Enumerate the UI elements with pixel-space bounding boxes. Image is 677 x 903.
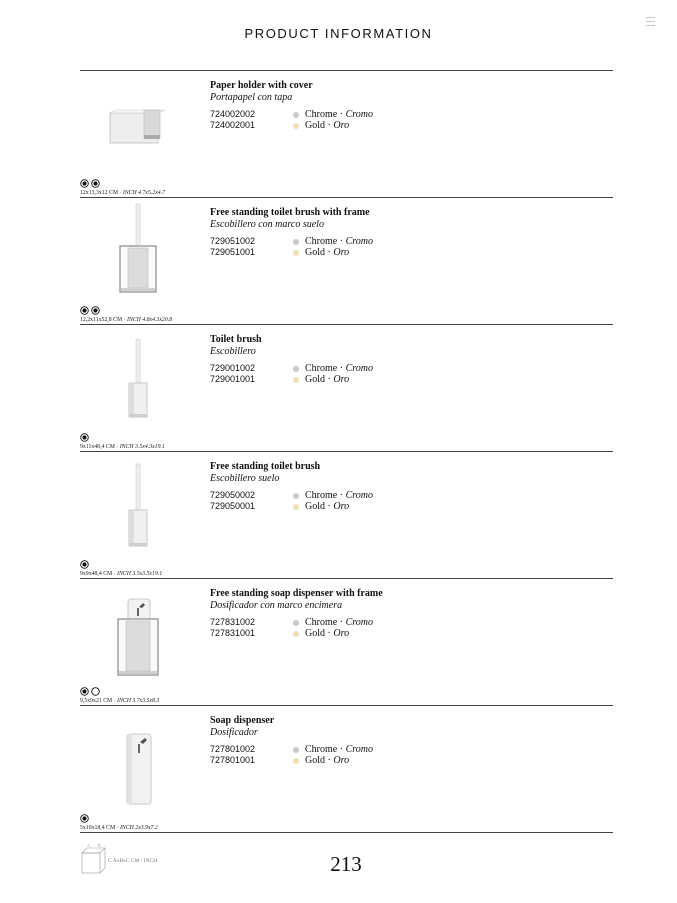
finish-name-en: Gold <box>305 247 325 258</box>
product-code-gold: 729050001 <box>210 501 256 511</box>
product-card-soap-dispenser-frame <box>80 579 613 706</box>
feature-icons <box>80 814 89 823</box>
product-card-paper-holder <box>80 71 613 198</box>
finish-name-es: Oro <box>333 755 350 766</box>
product-dimensions: 5x10x18,4 CM · INCH 2x3.9x7.2 <box>80 825 158 831</box>
product-image-soap-dispenser <box>100 710 180 806</box>
product-name-en: Free standing toilet brush <box>210 461 321 472</box>
product-name-en: Toilet brush <box>210 334 262 345</box>
finish-name-en: Chrome <box>305 109 338 120</box>
product-code-chrome: 727801002 <box>210 744 256 754</box>
product-codes <box>210 490 255 512</box>
chrome-swatch <box>293 366 299 372</box>
product-code-chrome: 729050002 <box>210 490 256 500</box>
product-code-chrome: 729051002 <box>210 236 256 246</box>
product-code-gold: 727831001 <box>210 628 256 638</box>
product-name-es: Escobillero con marco suelo <box>210 219 324 230</box>
gold-swatch <box>293 123 299 129</box>
menu-icon[interactable] <box>646 17 655 27</box>
product-codes <box>210 236 255 258</box>
product-code-gold: 724002001 <box>210 120 256 130</box>
feature-icon-filled <box>80 687 89 696</box>
product-codes <box>210 363 255 385</box>
gold-swatch <box>293 631 299 637</box>
finish-name-es: Cromo <box>345 363 373 374</box>
feature-icons <box>80 433 89 442</box>
product-dimensions: 9x9x48,4 CM · INCH 3.5x3.5x19.1 <box>80 571 163 577</box>
legend-label-a: A <box>87 843 90 848</box>
chrome-swatch <box>293 620 299 626</box>
gold-swatch <box>293 504 299 510</box>
feature-icon-filled <box>80 433 89 442</box>
product-image-toilet-brush-frame <box>100 202 180 298</box>
product-codes <box>210 744 255 766</box>
page-title: PRODUCT INFORMATION <box>244 26 433 41</box>
product-card-toilet-brush <box>80 325 613 452</box>
chrome-swatch <box>293 493 299 499</box>
product-image-toilet-brush <box>100 329 180 425</box>
feature-icon-filled <box>91 306 100 315</box>
gold-swatch <box>293 377 299 383</box>
finish-list: Chrome · Cromo Gold · Oro <box>293 236 373 258</box>
product-name-es: Dosificador <box>210 727 258 738</box>
finish-list: Chrome · Cromo Gold · Oro <box>293 744 373 766</box>
product-name-en: Soap dispenser <box>210 715 275 726</box>
finish-name-es: Cromo <box>345 490 373 501</box>
legend-text: C AxBxC CM / INCH <box>108 858 158 864</box>
finish-name-es: Cromo <box>345 744 373 755</box>
finish-name-es: Oro <box>333 628 350 639</box>
product-name-es: Escobillero <box>210 346 256 357</box>
chrome-swatch <box>293 747 299 753</box>
finish-name-en: Chrome <box>305 363 338 374</box>
product-image-free-standing-brush <box>100 456 180 552</box>
product-card-soap-dispenser <box>80 706 613 833</box>
finish-list: Chrome · Cromo Gold · Oro <box>293 617 373 639</box>
product-image-paper-holder <box>100 75 180 171</box>
feature-icons <box>80 560 89 569</box>
product-name-es: Portapapel con tapa <box>210 92 293 103</box>
finish-list: Chrome · Cromo Gold · Oro <box>293 363 373 385</box>
finish-list: Chrome · Cromo Gold · Oro <box>293 109 373 131</box>
product-codes <box>210 109 255 131</box>
product-code-chrome: 727831002 <box>210 617 256 627</box>
gold-swatch <box>293 758 299 764</box>
finish-name-en: Gold <box>305 374 325 385</box>
product-name-en: Free standing soap dispenser with frame <box>210 588 383 599</box>
feature-icon-empty <box>91 687 100 696</box>
finish-name-en: Chrome <box>305 236 338 247</box>
finish-name-en: Chrome <box>305 490 338 501</box>
finish-name-en: Gold <box>305 120 325 131</box>
product-card-toilet-brush-frame <box>80 198 613 325</box>
product-dimensions: 12x13,3x12 CM · INCH 4.7x5.2x4.7 <box>80 190 166 196</box>
product-code-chrome: 724002002 <box>210 109 256 119</box>
feature-icons <box>80 179 100 188</box>
finish-name-en: Chrome <box>305 744 338 755</box>
divider <box>80 832 613 833</box>
feature-icons <box>80 306 100 315</box>
feature-icon-filled <box>80 814 89 823</box>
product-dimensions: 12,2x11x52,8 CM · INCH 4.8x4.3x20.8 <box>80 317 173 323</box>
finish-name-es: Cromo <box>345 236 373 247</box>
chrome-swatch <box>293 112 299 118</box>
finish-name-es: Cromo <box>345 617 373 628</box>
product-code-gold: 729051001 <box>210 247 256 257</box>
finish-name-en: Chrome <box>305 617 338 628</box>
legend-label-b: B <box>98 843 101 848</box>
product-name-es: Escobillero suelo <box>210 473 280 484</box>
finish-name-es: Cromo <box>345 109 373 120</box>
gold-swatch <box>293 250 299 256</box>
chrome-swatch <box>293 239 299 245</box>
finish-name-es: Oro <box>333 247 350 258</box>
finish-name-en: Gold <box>305 628 325 639</box>
finish-name-es: Oro <box>333 501 350 512</box>
finish-name-en: Gold <box>305 501 325 512</box>
feature-icon-filled <box>91 179 100 188</box>
feature-icons <box>80 687 100 696</box>
page-number: 213 <box>330 852 362 876</box>
finish-list: Chrome · Cromo Gold · Oro <box>293 490 373 512</box>
product-code-chrome: 729001002 <box>210 363 256 373</box>
feature-icon-filled <box>80 560 89 569</box>
product-code-gold: 729001001 <box>210 374 256 384</box>
product-name-en: Free standing toilet brush with frame <box>210 207 370 218</box>
product-codes <box>210 617 255 639</box>
product-code-gold: 727801001 <box>210 755 256 765</box>
product-image-soap-dispenser-frame <box>100 583 180 679</box>
product-card-free-standing-brush <box>80 452 613 579</box>
product-name-en: Paper holder with cover <box>210 80 313 91</box>
product-dimensions: 9x11x48,4 CM · INCH 3.5x4.3x19.1 <box>80 444 165 450</box>
feature-icon-filled <box>80 306 89 315</box>
product-name-es: Dosificador con marco encimera <box>210 600 343 611</box>
finish-name-es: Oro <box>333 374 350 385</box>
product-dimensions: 9,5x9x21 CM · INCH 3.7x3.5x8.3 <box>80 698 160 704</box>
finish-name-es: Oro <box>333 120 350 131</box>
finish-name-en: Gold <box>305 755 325 766</box>
feature-icon-filled <box>80 179 89 188</box>
